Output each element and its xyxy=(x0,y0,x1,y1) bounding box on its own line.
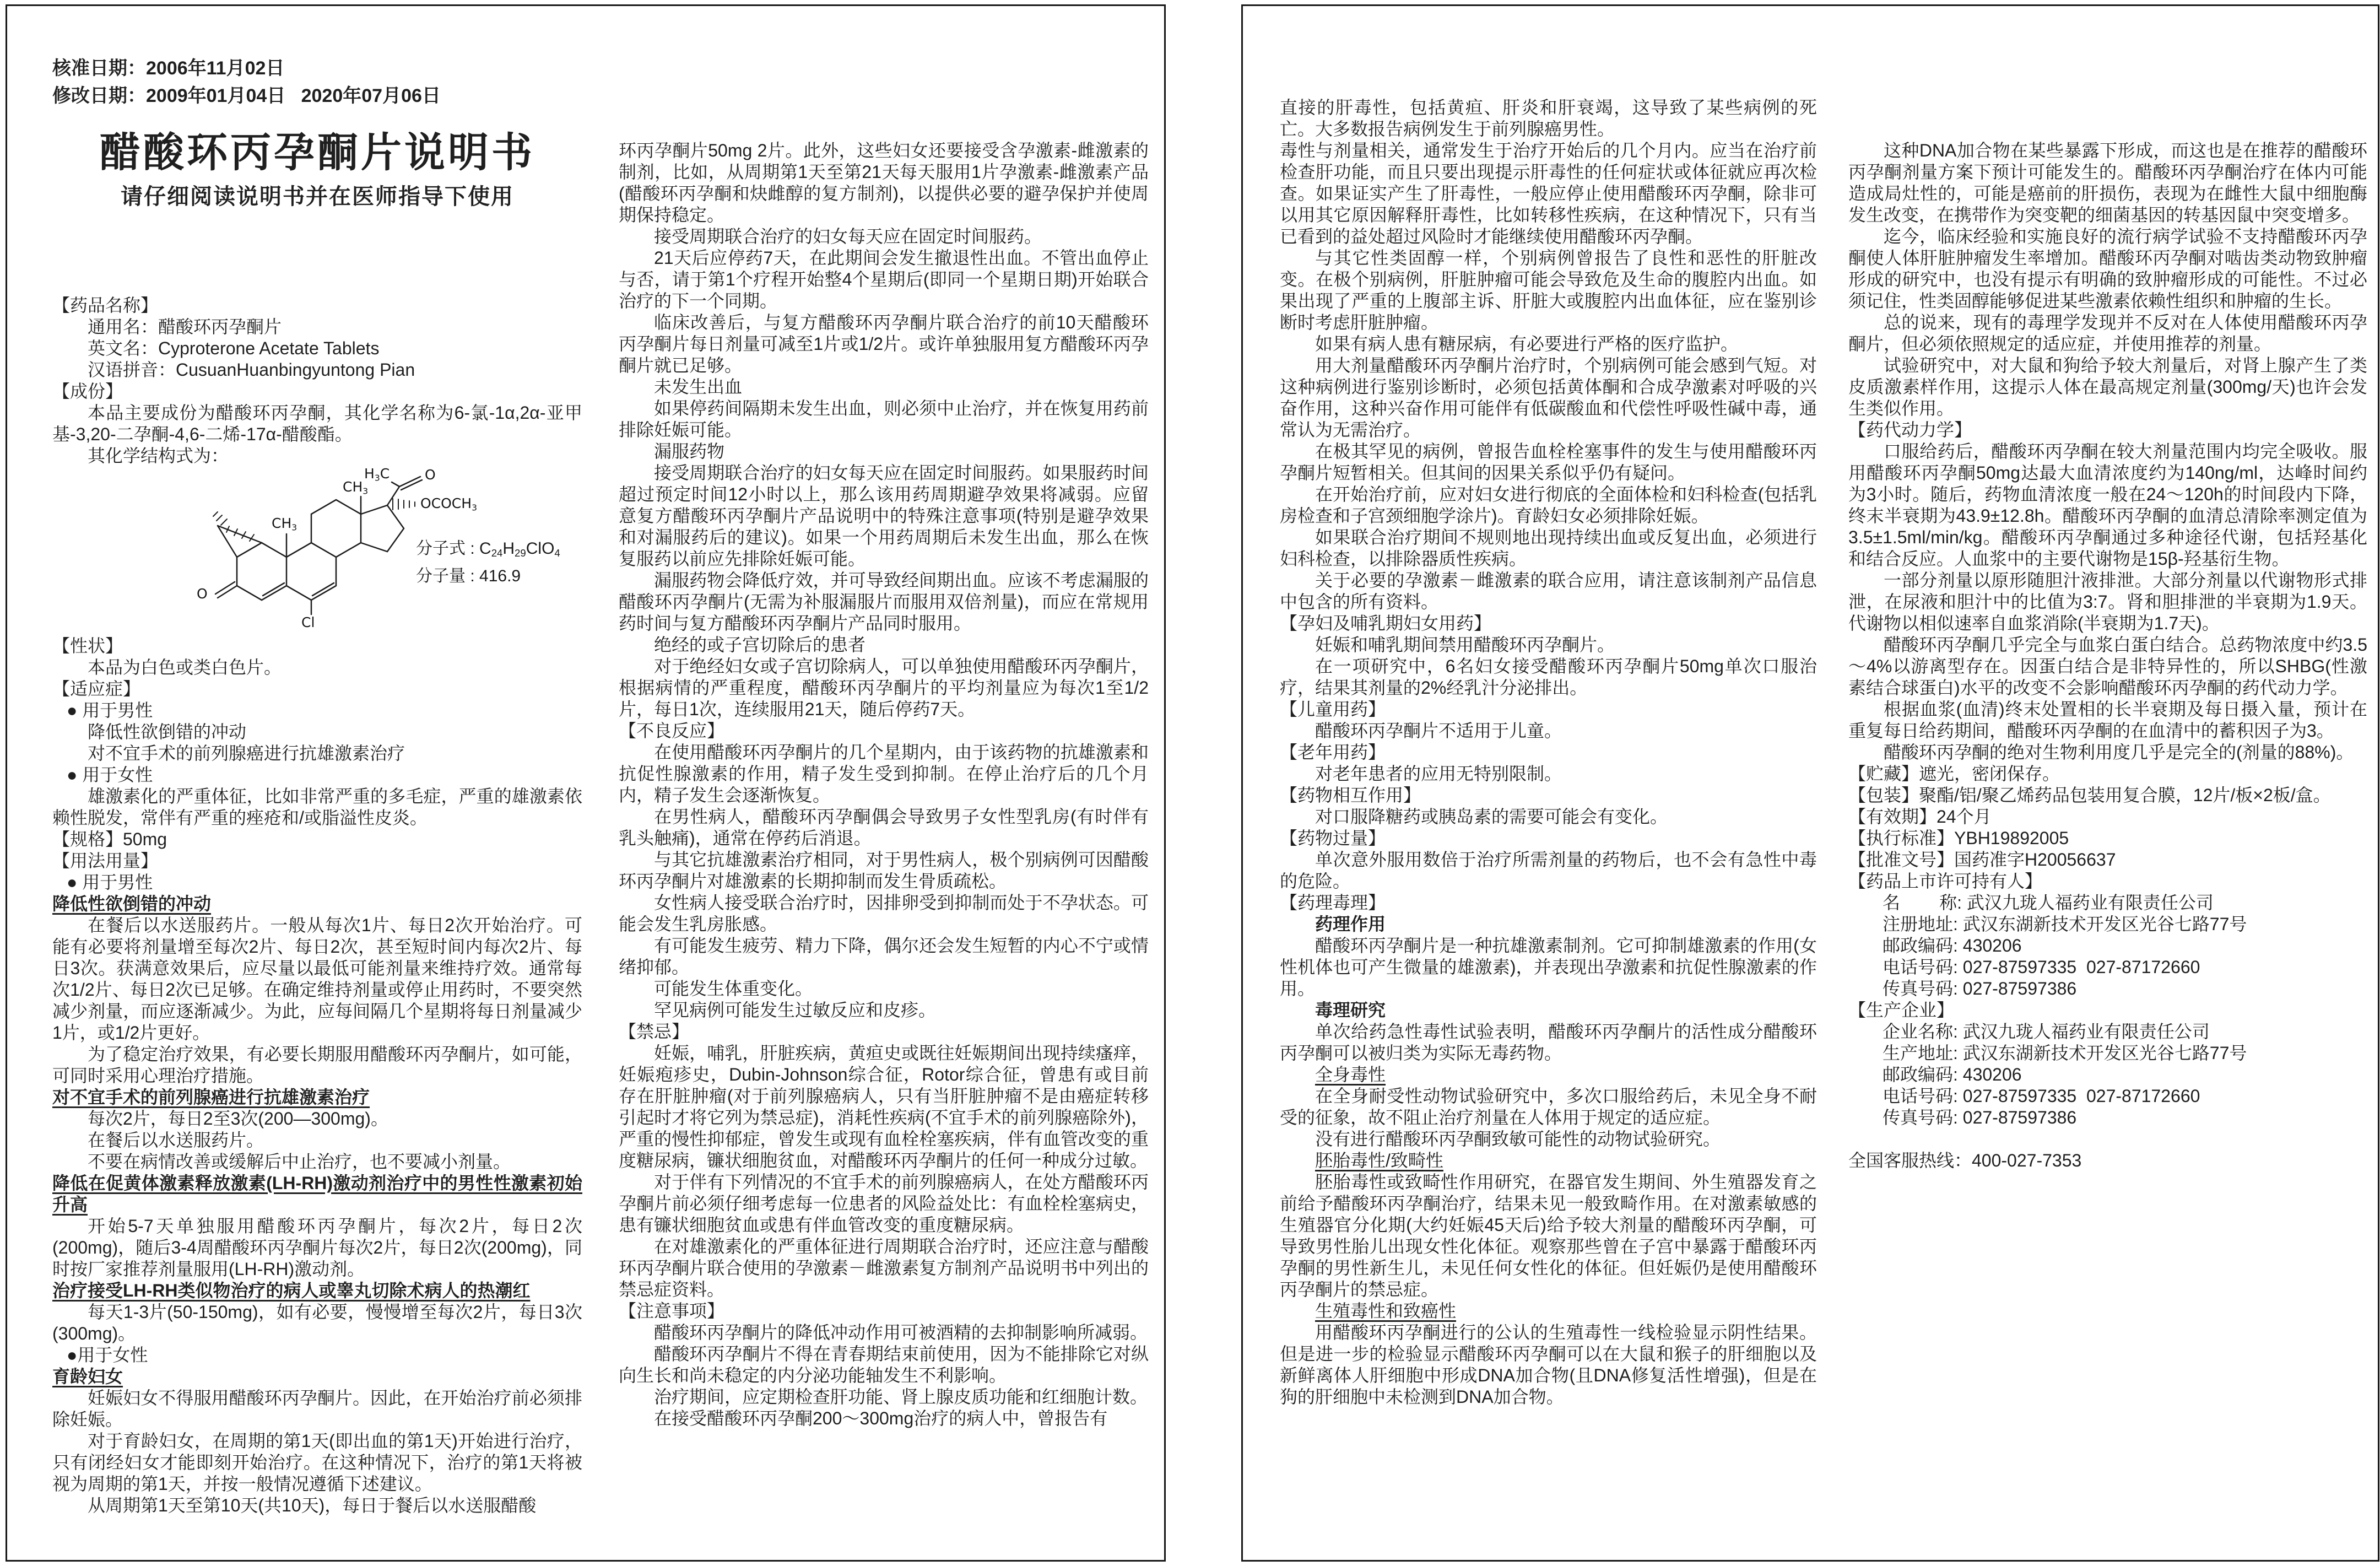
chemical-structure xyxy=(52,468,582,633)
paragraph: 对口服降糖药或胰岛素的需要可能会有变化。 xyxy=(1315,807,1668,827)
chlorine-label: Cl xyxy=(301,614,315,630)
molecular-formula-label: 分子式 : xyxy=(416,539,475,558)
paragraph: 在一项研究中，6名妇女接受醋酸环丙孕酮片50mg单次口服治疗，结果其剂量的2%经乳汁分泌排出。 xyxy=(1280,656,1817,698)
page-1 xyxy=(6,4,1166,1562)
paragraph: 胚胎毒性或致畸性作用研究，在器官发生期间、外生殖器发育之前给予醋酸环丙孕酮治疗，结果未见一般致畸作用。在对激素敏感的生殖器官分化期(大约妊娠45天后)给予较大剂量的醋酸环丙孕酮，可导致男性胎儿出现女性化体征。观察那些曾在子宫中暴露于醋酸环丙孕酮的男性新生儿，未见任何女性化的体征。但妊娠仍是使用醋酸环丙孕酮片的禁忌症。 xyxy=(1280,1172,1817,1299)
paragraph: 雄激素化的严重体征，比如非常严重的多毛症，严重的雄激素依赖性脱发，常伴有严重的痤疮和/或脂溢性皮炎。 xyxy=(52,786,582,828)
section-heading: 【孕妇及哺乳期妇女用药】 xyxy=(1280,613,1492,633)
paragraph: 直接的肝毒性，包括黄疸、肝炎和肝衰竭，这导致了某些病例的死亡。大多数报告病例发生于前列腺癌男性。 xyxy=(1280,98,1817,139)
paragraph: 本品为白色或类白色片。 xyxy=(88,657,282,677)
contact-line: 生产地址: 武汉东湖新技术开发区光谷七路77号 xyxy=(1883,1043,2247,1063)
section-heading: 【药品上市许可持有人】 xyxy=(1848,871,2043,891)
section-heading: 【规格】50mg xyxy=(52,829,167,849)
subsection-heading: 降低在促黄体激素释放激素(LH-RH)激动剂治疗中的男性性激素初始升高 xyxy=(52,1173,582,1214)
section-heading: 【禁忌】 xyxy=(619,1022,690,1041)
paragraph: 漏服药物 xyxy=(654,441,725,461)
paragraph: 在对雄激素化的严重体征进行周期联合治疗时，还应注意与醋酸环丙孕酮片联合使用的孕激素－雌激素复方制剂产品说明书中列出的禁忌症资料。 xyxy=(619,1236,1149,1299)
subsection-heading: 育龄妇女 xyxy=(52,1367,123,1386)
paragraph: 单次意外服用数倍于治疗所需剂量的药物后，也不会有急性中毒的危险。 xyxy=(1280,850,1817,891)
paragraph: 一部分剂量以原形随胆汁液排泄。大部分剂量以代谢物形式排泄，在尿液和胆汁中的比值为3:7。肾和胆排泄的半衰期为1.9天。代谢物以相似速率自血浆消除(半衰期为1.7天)。 xyxy=(1848,570,2367,633)
subsection-heading: 生殖毒性和致癌性 xyxy=(1315,1301,1457,1321)
paragraph: 临床改善后，与复方醋酸环丙孕酮片联合治疗的前10天醋酸环丙孕酮片每日剂量可减至1片或1/2片。或许单独服用复方醋酸环丙孕酮片就已足够。 xyxy=(619,312,1149,375)
section-heading: 【药物过量】 xyxy=(1280,828,1386,848)
section-heading: 【有效期】24个月 xyxy=(1848,807,1992,827)
paragraph: 如果停药间隔期未发生出血，则必须中止治疗，并在恢复用药前排除妊娠可能。 xyxy=(619,398,1149,440)
section-heading: 【用法用量】 xyxy=(52,851,159,871)
paragraph: 罕见病例可能发生过敏反应和皮疹。 xyxy=(654,1000,937,1020)
paragraph: 对不宜手术的前列腺癌进行抗雄激素治疗 xyxy=(88,743,405,763)
page1-column-1 xyxy=(52,55,582,1516)
subsection-heading: 降低性欲倒错的冲动 xyxy=(52,894,212,914)
section-heading: 【适应症】 xyxy=(52,679,141,699)
paragraph: 口服给药后，醋酸环丙孕酮在较大剂量范围内均完全吸收。服用醋酸环丙孕酮50mg达最大血清浓度约为140ng/ml，达峰时间约为3小时。随后，药物血清浓度一般在24～120h的时间段内下降，终末半衰期为43.9±12.8h。醋酸环丙孕酮的血清总清除率测定值为3.5±1.5ml/min/kg。醋酸环丙孕酮通过多种途径代谢，包括羟基化和结合反应。人血浆中的主要代谢物是15β-羟基衍生物。 xyxy=(1848,441,2367,569)
contact-line: 电话号码: 027-87597335 027-87172660 xyxy=(1883,1086,2200,1106)
contact-line: 企业名称: 武汉九珑人福药业有限责任公司 xyxy=(1883,1022,2210,1041)
bullet-item: ●用于女性 xyxy=(67,1345,148,1365)
paragraph: 环丙孕酮片50mg 2片。此外，这些妇女还要接受含孕激素-雌激素的制剂，比如，从周期第1天至第21天每天服用1片孕激素-雌激素产品(醋酸环丙孕酮和炔雌醇的复方制剂)，以提供必要的避孕保护并使周期保持稳定。 xyxy=(619,141,1149,225)
contact-line: 邮政编码: 430206 xyxy=(1883,936,2022,955)
paragraph: 女性病人接受联合治疗时，因排卵受到抑制而处于不孕状态。可能会发生乳房胀感。 xyxy=(619,893,1149,934)
section-heading: 【成份】 xyxy=(52,381,123,401)
paragraph: 如果联合治疗期间不规则地出现持续出血或反复出血，必须进行妇科检查，以排除器质性疾病。 xyxy=(1280,527,1817,569)
paragraph: 在极其罕见的病例，曾报告血栓栓塞事件的发生与使用醋酸环丙孕酮片短暂相关。但其间的因果关系似乎仍有疑问。 xyxy=(1280,441,1817,483)
acetyl-methyl-label: $H_3C$ xyxy=(364,466,390,483)
section-heading: 【贮藏】遮光，密闭保存。 xyxy=(1848,764,2060,784)
paragraph: 每次2片，每日2至3次(200—300mg)。 xyxy=(88,1109,388,1128)
paragraph: 总的说来，现有的毒理学发现并不反对在人体使用醋酸环丙孕酮片，但必须依照规定的适应症，并使用推荐的剂量。 xyxy=(1848,312,2367,354)
paragraph: 对于伴有下列情况的不宜手术的前列腺癌病人，在处方醋酸环丙孕酮片前必须仔细考虑每一位患者的风险益处比：有血栓栓塞病史，患有镰状细胞贫血或患有伴血管改变的重度糖尿病。 xyxy=(619,1172,1149,1235)
paragraph: 根据血浆(血清)终末处置相的长半衰期及每日摄入量，预计在重复每日给药期间，醋酸环丙孕酮的在血清中的蓄积因子为3。 xyxy=(1848,699,2367,741)
paragraph: 不要在病情改善或缓解后中止治疗，也不要减小剂量。 xyxy=(88,1152,511,1171)
paragraph: 醋酸环丙孕酮片是一种抗雄激素制剂。它可抑制雄激素的作用(女性机体也可产生微量的雄激素)，并表现出孕激素和抗促性腺激素的作用。 xyxy=(1280,936,1817,998)
paragraph: 这种DNA加合物在某些暴露下形成，而这也是在推荐的醋酸环丙孕酮剂量方案下预计可能发生的。醋酸环丙孕酮治疗在体内可能造成局灶性的，可能是癌前的肝损伤，表现为在雌性大鼠中细胞酶发生改变，在携带作为突变靶的细菌基因的转基因鼠中突变增多。 xyxy=(1848,141,2367,225)
paragraph: 开始5-7天单独服用醋酸环丙孕酮片，每次2片，每日2次(200mg)，随后3-4周醋酸环丙孕酮片每次2片，每日2次(200mg)，同时按厂家推荐剂量服用(LH-RH)激动剂。 xyxy=(52,1216,582,1279)
paragraph: 每天1-3片(50-150mg)，如有必要，慢慢增至每次2片，每日3次(300mg)。 xyxy=(52,1302,582,1343)
paragraph: 与其它性类固醇一样，个别病例曾报告了良性和恶性的肝脏改变。在极个别病例，肝脏肿瘤可能会导致危及生命的腹腔内出血。如果出现了严重的上腹部主诉、肝脏大或腹腔内出血体征，应在鉴别诊断时考虑肝脏肿瘤。 xyxy=(1280,248,1817,332)
paragraph: 醋酸环丙孕酮片的降低冲动作用可被酒精的去抑制影响所减弱。 xyxy=(654,1322,1148,1342)
section-heading: 【药物相互作用】 xyxy=(1280,785,1421,805)
paragraph: 用大剂量醋酸环丙孕酮片治疗时，个别病例可能会感到气短。对这种病例进行鉴别诊断时，必须包括黄体酮和合成孕激素对呼吸的兴奋作用，这种兴奋作用可能伴有低碳酸血和代偿性呼吸性碱中毒，通常认为无需治疗。 xyxy=(1280,355,1817,440)
molecular-formula-block xyxy=(416,535,560,590)
paragraph: 与其它抗雄激素治疗相同，对于男性病人，极个别病例可因醋酸环丙孕酮片对雄激素的长期抑制而发生骨质疏松。 xyxy=(619,850,1149,891)
paragraph: 妊娠妇女不得服用醋酸环丙孕酮片。因此，在开始治疗前必须排除妊娠。 xyxy=(52,1388,582,1429)
molecular-weight-label: 分子量 : xyxy=(416,567,475,585)
paragraph: 为了稳定治疗效果，有必要长期服用醋酸环丙孕酮片，如可能，可同时采用心理治疗措施。 xyxy=(52,1044,582,1086)
section-heading: 【药代动力学】 xyxy=(1848,420,1972,440)
spacer xyxy=(1848,1128,2367,1150)
paragraph: 关于必要的孕激素－雌激素的联合应用，请注意该制剂产品信息中包含的所有资料。 xyxy=(1280,570,1817,612)
subsection-heading: 治疗接受LH-RH类似物治疗的病人或睾丸切除术病人的热潮红 xyxy=(52,1281,531,1300)
document-subtitle: 请仔细阅读说明书并在医师指导下使用 xyxy=(121,185,514,209)
section-heading: 【药品名称】 xyxy=(52,295,159,315)
paragraph: 妊娠和哺乳期间禁用醋酸环丙孕酮片。 xyxy=(1315,635,1615,655)
molecular-weight-value: 416.9 xyxy=(479,567,521,585)
molecular-weight xyxy=(416,563,560,590)
paragraph: 在接受醋酸环丙孕酮200～300mg治疗的病人中，曾报告有 xyxy=(654,1408,1108,1428)
page2-column-1 xyxy=(1280,97,1817,1408)
paragraph: 醋酸环丙孕酮片不适用于儿童。 xyxy=(1315,721,1562,741)
section-heading: 【性状】 xyxy=(52,636,123,656)
paragraph: 妊娠，哺乳，肝脏疾病，黄疸史或既往妊娠期间出现持续瘙痒，妊娠疱疹史，Dubin-Johnson综合征，Rotor综合征，曾患有或目前存在肝脏肿瘤(对于前列腺癌病人，只有当肝脏肿瘤不是由癌症转移引起时才将它列为禁忌症)，消耗性疾病(不宜手术的前列腺癌除外)，严重的慢性抑郁症，曾发生或现有血栓栓塞疾病，伴有血管改变的重度糖尿病，镰状细胞贫血，对醋酸环丙孕酮片的任何一种成分过敏。 xyxy=(619,1043,1149,1170)
section-heading: 【包装】聚酯/铝/聚乙烯药品包装用复合膜，12片/板×2板/盒。 xyxy=(1848,785,2331,805)
molecular-formula xyxy=(416,535,560,563)
contact-line: 传真号码: 027-87597386 xyxy=(1883,1108,2077,1127)
paragraph: 汉语拼音：CusuanHuanbingyuntong Pian xyxy=(88,360,415,380)
document-title: 醋酸环丙孕酮片说明书 xyxy=(100,129,535,175)
paragraph: 降低性欲倒错的冲动 xyxy=(88,722,247,742)
paragraph: 英文名：Cyproterone Acetate Tablets xyxy=(88,338,380,358)
paragraph: 毒性与剂量相关，通常发生于治疗开始后的几个月内。应当在治疗前检查肝功能，而且只要出现提示肝毒性的任何症状或体征就应再次检查。如果证实产生了肝毒性，一般应停止使用醋酸环丙孕酮，除非可以用其它原因解释肝毒性，比如转移性疾病，在这种情况下，只有当已看到的益处超过风险时才能继续使用醋酸环丙孕酮。 xyxy=(1280,141,1817,246)
paragraph: 本品主要成份为醋酸环丙孕酮，其化学名称为6-氯-1α,2α-亚甲基-3,20-二孕酮-4,6-二烯-17α-醋酸酯。 xyxy=(52,403,582,444)
bullet-item: ● 用于女性 xyxy=(67,765,153,785)
section-heading: 【药理毒理】 xyxy=(1280,893,1386,912)
paragraph: 可能发生体重变化。 xyxy=(654,979,813,998)
section-heading: 【不良反应】 xyxy=(619,721,725,741)
contact-line: 传真号码: 027-87597386 xyxy=(1883,979,2077,998)
paragraph: 未发生出血 xyxy=(654,377,743,397)
subsection-heading: 药理作用 xyxy=(1315,914,1386,934)
contact-line: 注册地址: 武汉东湖新技术开发区光谷七路77号 xyxy=(1883,914,2247,934)
paragraph: 通用名：醋酸环丙孕酮片 xyxy=(88,317,282,337)
date-line: 修改日期：2009年01月04日 2020年07月06日 xyxy=(52,85,441,106)
paragraph: 在全身耐受性动物试验研究中，多次口服给药后，未见全身不耐受的征象，故不阻止治疗剂量在人体用于规定的适应症。 xyxy=(1280,1086,1817,1127)
paragraph: 在餐后以水送服药片。一般从每次1片、每日2次开始治疗。可能有必要将剂量增至每次2片、每日2次，甚至短时间内每次2片、每日3次。获满意效果后，应尽量以最低可能剂量来维持疗效。通常每次1/2片、每日2次已足够。在确定维持剂量或停止用药时，不要突然减少剂量，而应逐渐减少。为此，应每间隔几个星期将每日剂量减少1片，或1/2片更好。 xyxy=(52,915,582,1043)
contact-line: 电话号码: 027-87597335 027-87172660 xyxy=(1883,957,2200,977)
paragraph: 接受周期联合治疗的妇女每天应在固定时间服药。如果服药时间超过预定时间12小时以上，那么该用药周期避孕效果将减弱。应留意复方醋酸环丙孕酮片产品说明中的特殊注意事项(特别是避孕效果和对漏服药后的建议)。如果一个用药周期后未发生出血，那么在恢复服药以前应先排除妊娠可能。 xyxy=(619,463,1149,569)
subsection-heading: 胚胎毒性/致畸性 xyxy=(1315,1151,1443,1170)
subsection-heading: 全身毒性 xyxy=(1315,1065,1386,1084)
paragraph: 在开始治疗前，应对妇女进行彻底的全面体检和妇科检查(包括乳房检查和子宫颈细胞学涂片)。育龄妇女必须排除妊娠。 xyxy=(1280,484,1817,526)
paragraph: 在餐后以水送服药片。 xyxy=(88,1130,264,1150)
paragraph: 没有进行醋酸环丙孕酮致敏可能性的动物试验研究。 xyxy=(1315,1129,1721,1149)
section-heading: 【注意事项】 xyxy=(619,1301,725,1321)
section-heading: 【生产企业】 xyxy=(1848,1000,1955,1020)
paragraph: 从周期第1天至第10天(共10天)，每日于餐后以水送服醋酸 xyxy=(88,1495,537,1515)
page-2 xyxy=(1241,4,2379,1562)
paragraph: 如果有病人患有糖尿病，有必要进行严格的医疗监护。 xyxy=(1315,334,1739,354)
bullet-item: ● 用于男性 xyxy=(67,700,153,720)
paragraph: 醋酸环丙孕酮几乎完全与血浆白蛋白结合。总药物浓度中约3.5～4%以游离型存在。因蛋白结合是非特异性的，所以SHBG(性激素结合球蛋白)水平的改变不会影响醋酸环丙孕酮的药代动力学。 xyxy=(1848,635,2367,698)
page2-column-2 xyxy=(1848,140,2367,1171)
hotline: 全国客服热线：400-027-7353 xyxy=(1848,1151,2082,1170)
paragraph: 21天后应停药7天，在此期间会发生撤退性出血。不管出血停止与否，请于第1个疗程开始整4个星期后(即同一个星期日期)开始联合治疗的下一个同期。 xyxy=(619,248,1149,311)
paragraph: 绝经的或子宫切除后的患者 xyxy=(654,635,866,655)
section-heading: 【老年用药】 xyxy=(1280,742,1386,762)
paragraph: 醋酸环丙孕酮的绝对生物利用度几乎是完全的(剂量的88%)。 xyxy=(1884,742,2354,762)
paragraph: 醋酸环丙孕酮片不得在青春期结束前使用，因为不能排除它对纵向生长和尚未稳定的内分泌功能轴发生不利影响。 xyxy=(619,1344,1149,1385)
contact-line: 邮政编码: 430206 xyxy=(1883,1065,2022,1084)
section-heading: 【批准文号】国药准字H20056637 xyxy=(1848,850,2116,870)
acetyl-oxygen-label: O xyxy=(425,467,436,483)
paragraph: 对老年患者的应用无特别限制。 xyxy=(1315,764,1562,784)
paragraph: 用醋酸环丙孕酮进行的公认的生殖毒性一线检验显示阴性结果。但是进一步的检验显示醋酸环丙孕酮可以在大鼠和猴子的肝细胞以及新鲜离体人肝细胞中形成DNA加合物(且DNA修复活性增强)，但是在狗的肝细胞中未检测到DNA加合物。 xyxy=(1280,1322,1817,1407)
paragraph: 试验研究中，对大鼠和狗给予较大剂量后，对肾上腺产生了类皮质激素样作用，这提示人体在最高规定剂量(300mg/天)也许会发生类似作用。 xyxy=(1848,355,2367,418)
paragraph: 对于育龄妇女，在周期的第1天(即出血的第1天)开始进行治疗，只有闭经妇女才能即刻开始治疗。在这种情况下，治疗的第1天将被视为周期的第1天，并按一般情况遵循下述建议。 xyxy=(52,1431,582,1494)
paragraph: 在男性病人，醋酸环丙孕酮偶会导致男子女性型乳房(有时伴有乳头触痛)，通常在停药后消退。 xyxy=(619,807,1149,848)
paragraph: 在使用醋酸环丙孕酮片的几个星期内，由于该药物的抗雄激素和抗促性腺激素的作用，精子发生受到抑制。在停止治疗后的几个月内，精子发生会逐渐恢复。 xyxy=(619,742,1149,805)
contact-line: 名 称: 武汉九珑人福药业有限责任公司 xyxy=(1883,893,2214,912)
ketone-oxygen-label: O xyxy=(197,586,208,602)
section-heading: 【执行标准】YBH19892005 xyxy=(1848,828,2069,848)
bullet-item: ● 用于男性 xyxy=(67,872,153,892)
subsection-heading: 对不宜手术的前列腺癌进行抗雄激素治疗 xyxy=(52,1087,370,1107)
paragraph: 对于绝经妇女或子宫切除病人，可以单独使用醋酸环丙孕酮片，根据病情的严重程度，醋酸环丙孕酮片的平均剂量应为每次1至1/2片，每日1次，连续服用21天，随后停药7天。 xyxy=(619,656,1149,719)
methyl-label: $CH_3$ xyxy=(343,479,369,496)
date-line: 核准日期：2006年11月02日 xyxy=(52,58,285,79)
paragraph: 治疗期间，应定期检查肝功能、肾上腺皮质功能和红细胞计数。 xyxy=(654,1387,1148,1407)
paragraph: 有可能发生疲劳、精力下降，偶尔还会发生短暂的内心不宁或情绪抑郁。 xyxy=(619,936,1149,977)
subsection-heading: 毒理研究 xyxy=(1315,1000,1386,1020)
methyl-label: $CH_3$ xyxy=(272,515,298,533)
paragraph: 单次给药急性毒性试验表明，醋酸环丙孕酮片的活性成分醋酸环丙孕酮可以被归类为实际无毒药物。 xyxy=(1280,1022,1817,1063)
paragraph: 接受周期联合治疗的妇女每天应在固定时间服药。 xyxy=(654,226,1042,246)
paragraph: 漏服药物会降低疗效，并可导致经间期出血。应该不考虑漏服的醋酸环丙孕酮片(无需为补服漏服片而服用双倍剂量)，而应在常规用药时间与复方醋酸环丙孕酮片产品同时服用。 xyxy=(619,570,1149,633)
section-heading: 【儿童用药】 xyxy=(1280,699,1386,719)
acetoxy-label: $OCOCH_3$ xyxy=(420,495,477,513)
page1-column-2 xyxy=(619,140,1149,1429)
paragraph: 迄今，临床经验和实施良好的流行病学试验不支持醋酸环丙孕酮使人体肝脏肿瘤发生率增加。醋酸环丙孕酮对啮齿类动物致肿瘤形成的研究中，也没有提示有明确的致肿瘤形成的可能性。不过必须记住，性类固醇能够促进某些激素依赖性组织和肿瘤的生长。 xyxy=(1848,226,2367,311)
molecular-formula-value: $C_{24}H_{29}ClO_4$ xyxy=(479,539,560,559)
paragraph: 其化学结构式为： xyxy=(88,446,229,466)
